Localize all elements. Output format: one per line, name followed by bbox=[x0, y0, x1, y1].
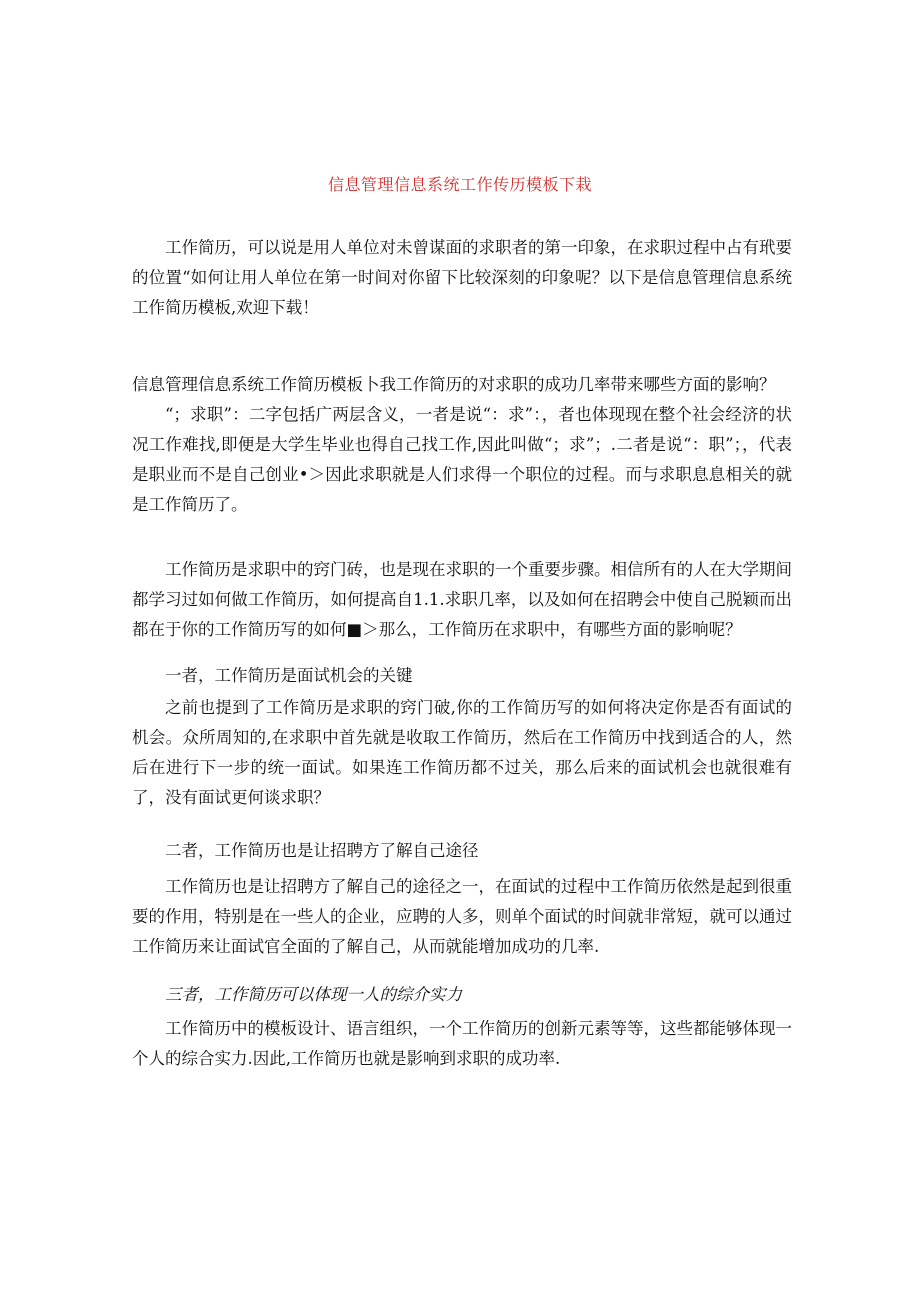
content-block-5 bbox=[132, 836, 792, 866]
content-block-2 bbox=[132, 555, 792, 645]
paragraph-3: 之前也提到了工作简历是求职的窍门破,你的工作简历写的如何将决定你是否有面试的机会。众所周知的,在求职中首先就是收取工作简历，然后在工作简历中找到适合的人，然后在进行下一步的统一面试。如果连工作简历都不过关，那么后来的面试机会也就很难有了，没有面试更何谈求职？ bbox=[132, 698, 792, 807]
heading-2: 二者，工作简历也是让招聘方了解自己途径 bbox=[165, 841, 479, 860]
heading-1: 一者，工作简历是面试机会的关键 bbox=[165, 666, 413, 685]
content-block-7 bbox=[132, 980, 792, 1010]
intro-paragraph: 工作简历，可以说是用人单位对未曾谋面的求职者的第一印象，在求职过程中占有玳要的位置“如何让用人单位在第一时间对你留下比较深刻的印象呢？以下是信息管理信息系统工作简历模板,欢迎下载！ bbox=[132, 238, 792, 317]
section-heading: 信息管理信息系统工作简历模板卜我工作简历的对求职的成功几率带来哪些方面的影响？ bbox=[132, 375, 776, 394]
content-block-4 bbox=[132, 693, 792, 813]
main-content bbox=[132, 370, 792, 520]
content-block-3 bbox=[132, 661, 792, 691]
paragraph-4: 工作简历也是让招聘方了解自己的途径之一，在面试的过程中工作简历依然是起到很重要的作用，特别是在一些人的企业，应聘的人多，则单个面试的时间就非常短，就可以通过工作简历来让面试官全面的了解自己，从而就能增加成功的几率. bbox=[132, 877, 792, 956]
heading-3: 三者，工作简历可以体现一人的综介实力 bbox=[165, 985, 462, 1004]
document-title: 信息管理信息系统工作传历模板下栽 bbox=[327, 175, 592, 194]
content-block-6 bbox=[132, 872, 792, 962]
content-block-8 bbox=[132, 1014, 792, 1074]
paragraph-5: 工作简历中的模板设计、语言组织，一个工作简历的创新元素等等，这些都能够体现一个人的综合实力.因此,工作简历也就是影响到求职的成功率. bbox=[132, 1019, 792, 1068]
paragraph-2: 工作简历是求职中的窍门砖，也是现在求职的一个重要步骤。相信所有的人在大学期间都学习过如何做工作简历，如何提高自1.1.求职几率，以及如何在招聘会中使自己脱颖而出都在于你的工作简历写的如何■＞那么，工作简历在求职中，有哪些方面的影响呢？ bbox=[132, 560, 792, 639]
intro-block bbox=[132, 233, 792, 323]
paragraph-1: “；求职”：二字包括广两层含义，一者是说“：求”：，者也体现现在整个社会经济的状况工作难找,即便是大学生毕业也得自己找工作,因此叫做“；求”；.二者是说“：职”；，代表是职业而不是自己创业•＞因此求职就是人们求得一个职位的过程。而与求职息息相关的就是工作简历了。 bbox=[132, 405, 792, 514]
